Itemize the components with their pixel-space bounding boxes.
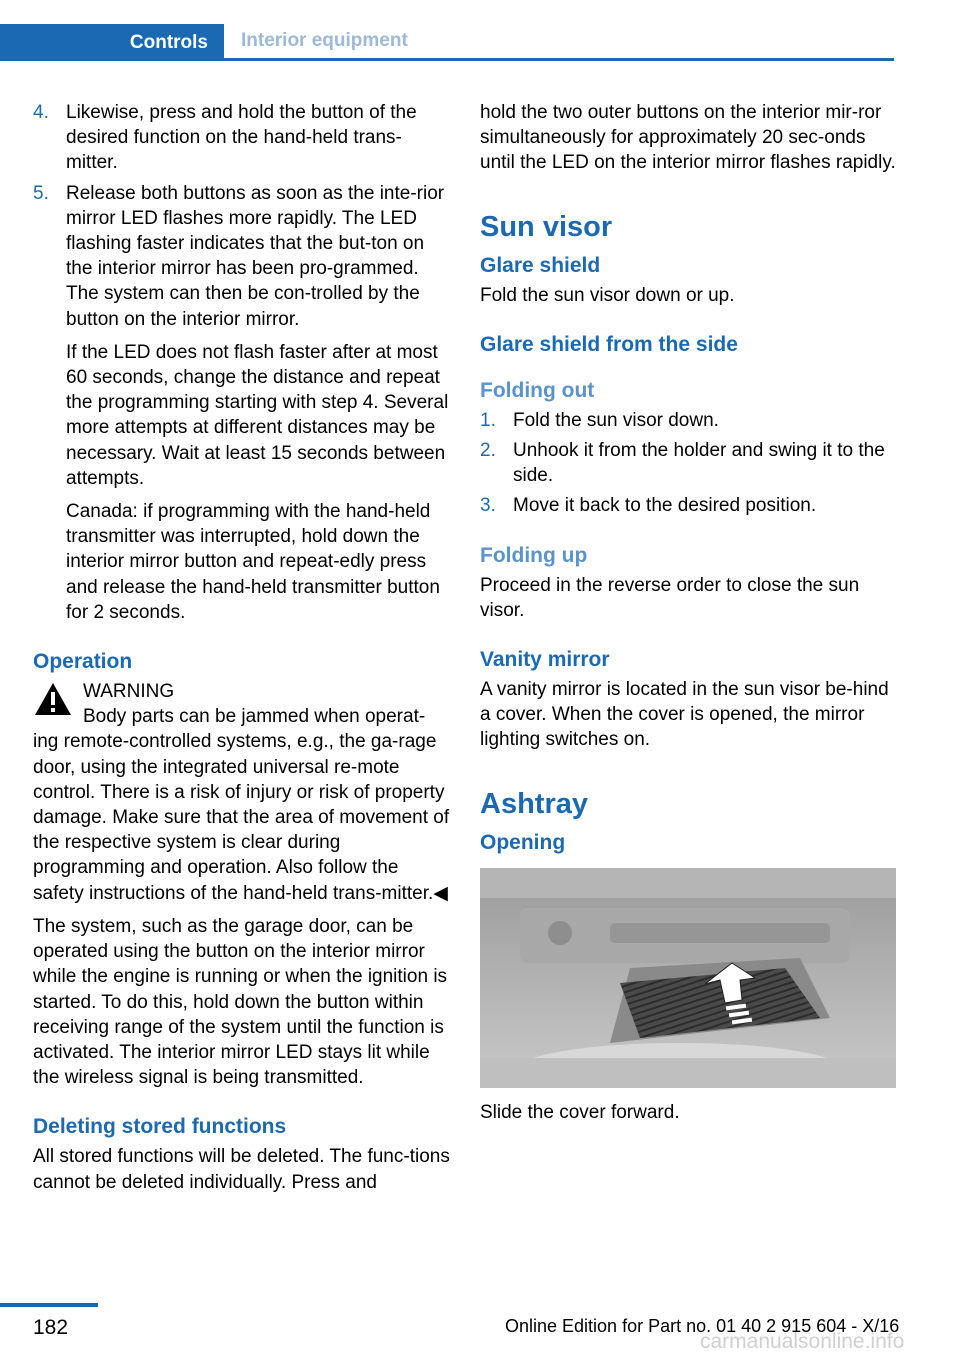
warning-block — [33, 679, 453, 906]
vanity-mirror-text: A vanity mirror is located in the sun visor be-hind a cover. When the cover is opened, the mirror lighting switches on. — [480, 679, 889, 751]
step-note: Canada: if programming with the hand-held transmitter was interrupted, hold down the interior mirror button and repeat-edly press and release the hand-held transmitter button for 2 seconds. — [66, 501, 440, 623]
page-number: 182 — [33, 1316, 69, 1339]
continued-text: hold the two outer buttons on the interior mir-ror simultaneously for approximately 20 sec-onds until the LED on the interior mirror flashes rapidly. — [480, 102, 896, 174]
opening-heading: Opening — [480, 830, 566, 854]
folding-up-heading: Folding up — [480, 543, 588, 567]
warning-triangle-icon — [33, 681, 73, 717]
tab-interior-equipment[interactable]: Interior equipment — [224, 24, 894, 61]
folding-up-text: Proceed in the reverse order to close the sun visor. — [480, 574, 860, 621]
step-number: 2. — [480, 440, 496, 462]
header-tabs — [0, 24, 894, 61]
step-text: Fold the sun visor down. — [513, 409, 719, 431]
right-column — [480, 100, 896, 1125]
tab-controls[interactable]: Controls — [0, 24, 224, 61]
deleting-text: All stored functions will be deleted. The func-tions cannot be deleted individually. Press and — [33, 1146, 450, 1193]
step-number: 5. — [33, 182, 49, 204]
list-item — [480, 493, 896, 518]
step-number: 1. — [480, 409, 496, 431]
sun-visor-heading: Sun visor — [480, 210, 613, 243]
ashtray-heading: Ashtray — [480, 787, 588, 820]
deleting-heading: Deleting stored functions — [33, 1115, 287, 1139]
step-text: Unhook it from the holder and swing it to the side. — [513, 440, 885, 487]
warning-text-first: Body parts can be jammed when operat- — [83, 706, 426, 728]
list-item — [480, 438, 896, 488]
left-column — [33, 100, 453, 1195]
step-text: Release both buttons as soon as the inte-rior mirror LED flashes more rapidly. The LED flashing faster indicates that the but-ton on the interior mirror has been pro-grammed. The system can then be con-trolled by the button on the interior mirror. — [66, 182, 445, 330]
operation-text: The system, such as the garage door, can be operated using the button on the interior mirror while the engine is running or when the ignition is started. To do this, hold down the button within receiving range of the system until the function is activated. The interior mirror LED stays lit while the wireless signal is being transmitted. — [33, 915, 448, 1089]
step-text: Likewise, press and hold the button of the desired function on the hand-held trans-mitter. — [66, 102, 417, 174]
ashtray-photo — [480, 868, 896, 1088]
watermark: carmanualsonline.info — [700, 1330, 905, 1353]
vanity-mirror-heading: Vanity mirror — [480, 648, 610, 672]
warning-text: ing remote-controlled systems, e.g., the ga-rage door, using the integrated universal re-mote control. There is a risk of injury or risk of property damage. Make sure that the area of movement of the respective system is clear during programming and operation. Also follow the safety instructions of the hand-held trans-mitter.◀ — [33, 731, 450, 904]
footer-rule — [0, 1303, 98, 1307]
step-number: 4. — [33, 102, 49, 123]
warning-label: WARNING — [83, 681, 175, 703]
operation-heading: Operation — [33, 650, 133, 674]
step-note: If the LED does not flash faster after at most 60 seconds, change the distance and repeat the programming starting with step 4. Several more attempts at different distances may be necessary. Wait at least 15 seconds between attempts. — [66, 341, 449, 489]
list-item — [480, 408, 896, 433]
photo-caption: Slide the cover forward. — [480, 1101, 680, 1123]
folding-out-heading: Folding out — [480, 378, 595, 402]
edition-text: Online Edition for Part no. 01 40 2 915 604 - X/16 — [505, 1316, 900, 1336]
glare-shield-heading: Glare shield — [480, 253, 601, 277]
step-5 — [33, 181, 453, 625]
glare-side-heading: Glare shield from the side — [480, 332, 738, 356]
step-text: Move it back to the desired position. — [513, 495, 817, 517]
step-4 — [33, 100, 453, 176]
step-number: 3. — [480, 495, 496, 517]
glare-shield-text: Fold the sun visor down or up. — [480, 284, 735, 306]
